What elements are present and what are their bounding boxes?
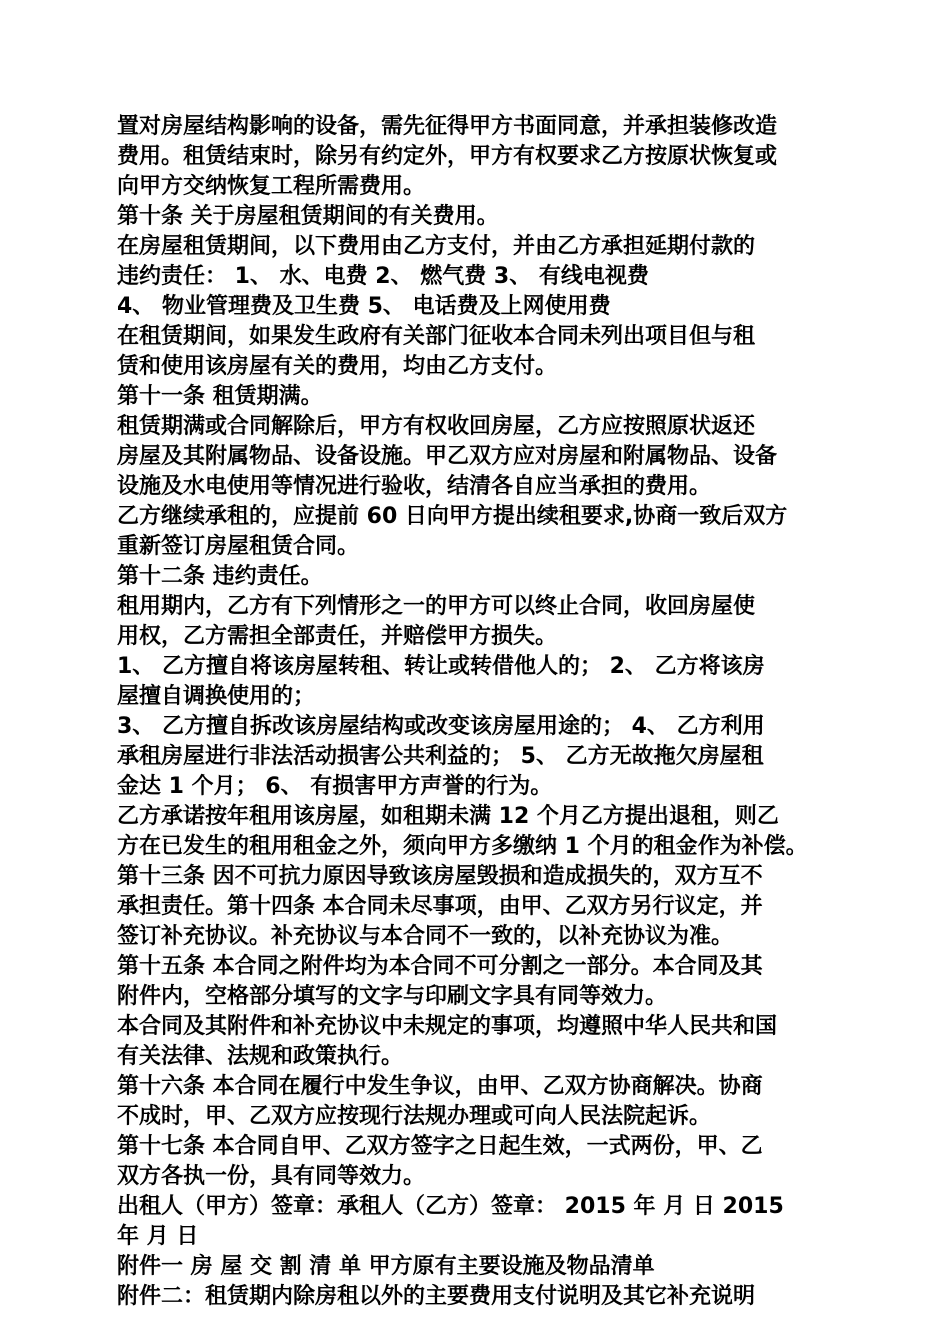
article-heading: 第十六条 本合同在履行中发生争议，由甲、乙双方协商解决。协商: [117, 1074, 763, 1099]
text-line: 承担责任。第十四条 本合同未尽事项，由甲、乙双方另行议定，并: [117, 894, 763, 919]
text-line: 赁和使用该房屋有关的费用，均由乙方支付。: [117, 354, 558, 379]
article-heading: 第十五条 本合同之附件均为本合同不可分割之一部分。本合同及其: [117, 954, 763, 979]
signature-line: 出租人（甲方）签章：承租人（乙方）签章： 2015 年 月 日 2015: [117, 1194, 784, 1219]
text-line: 签订补充协议。补充协议与本合同不一致的，以补充协议为准。: [117, 924, 734, 949]
text-line: 租赁期满或合同解除后，甲方有权收回房屋，乙方应按照原状返还: [117, 414, 756, 439]
text-line: 金达 1 个月； 6、 有损害甲方声誉的行为。: [117, 774, 553, 799]
text-line: 向甲方交纳恢复工程所需费用。: [117, 174, 426, 199]
text-line: 房屋及其附属物品、设备设施。甲乙双方应对房屋和附属物品、设备: [117, 444, 778, 469]
text-line: 本合同及其附件和补充协议中未规定的事项，均遵照中华人民共和国: [117, 1014, 778, 1039]
text-line: 乙方承诺按年租用该房屋，如租期未满 12 个月乙方提出退租，则乙: [117, 804, 779, 829]
text-line: 在房屋租赁期间，以下费用由乙方支付，并由乙方承担延期付款的: [117, 234, 756, 259]
text-line: 重新签订房屋租赁合同。: [117, 534, 360, 559]
text-line: 乙方继续承租的，应提前 60 日向甲方提出续租要求,协商一致后双方: [117, 504, 788, 529]
text-line: 承租房屋进行非法活动损害公共利益的； 5、 乙方无故拖欠房屋租: [117, 744, 764, 769]
text-line: 3、 乙方擅自拆改该房屋结构或改变该房屋用途的； 4、 乙方利用: [117, 714, 765, 739]
text-line: 方在已发生的租用租金之外，须向甲方多缴纳 1 个月的租金作为补偿。: [117, 834, 808, 859]
article-heading: 第十二条 违约责任。: [117, 564, 323, 589]
text-line: 在租赁期间，如果发生政府有关部门征收本合同未列出项目但与租: [117, 324, 756, 349]
attachment-one: 附件一 房 屋 交 割 清 单 甲方原有主要设施及物品清单: [117, 1254, 655, 1279]
signature-date: 年 月 日: [117, 1224, 199, 1249]
attachment-two: 附件二：租赁期内除房租以外的主要费用支付说明及其它补充说明: [117, 1284, 756, 1309]
text-line: 违约责任： 1、 水、电费 2、 燃气费 3、 有线电视费: [117, 264, 649, 289]
article-heading: 第十条 关于房屋租赁期间的有关费用。: [117, 204, 499, 229]
text-line: 置对房屋结构影响的设备，需先征得甲方书面同意，并承担装修改造: [117, 114, 778, 139]
text-line: 屋擅自调换使用的；: [117, 684, 316, 709]
text-line: 有关法律、法规和政策执行。: [117, 1044, 404, 1069]
text-line: 双方各执一份，具有同等效力。: [117, 1164, 426, 1189]
article-heading: 第十三条 因不可抗力原因导致该房屋毁损和造成损失的，双方互不: [117, 864, 763, 889]
text-line: 租用期内，乙方有下列情形之一的甲方可以终止合同，收回房屋使: [117, 594, 756, 619]
contract-text: [117, 112, 857, 1312]
text-line: 4、 物业管理费及卫生费 5、 电话费及上网使用费: [117, 294, 611, 319]
text-line: 用权，乙方需担全部责任，并赔偿甲方损失。: [117, 624, 558, 649]
text-line: 1、 乙方擅自将该房屋转租、转让或转借他人的； 2、 乙方将该房: [117, 654, 765, 679]
text-line: 不成时，甲、乙双方应按现行法规办理或可向人民法院起诉。: [117, 1104, 712, 1129]
text-line: 附件内，空格部分填写的文字与印刷文字具有同等效力。: [117, 984, 668, 1009]
text-line: 设施及水电使用等情况进行验收，结清各自应当承担的费用。: [117, 474, 712, 499]
article-heading: 第十一条 租赁期满。: [117, 384, 323, 409]
article-heading: 第十七条 本合同自甲、乙双方签字之日起生效，一式两份，甲、乙: [117, 1134, 763, 1159]
text-line: 费用。租赁结束时，除另有约定外，甲方有权要求乙方按原状恢复或: [117, 144, 778, 169]
